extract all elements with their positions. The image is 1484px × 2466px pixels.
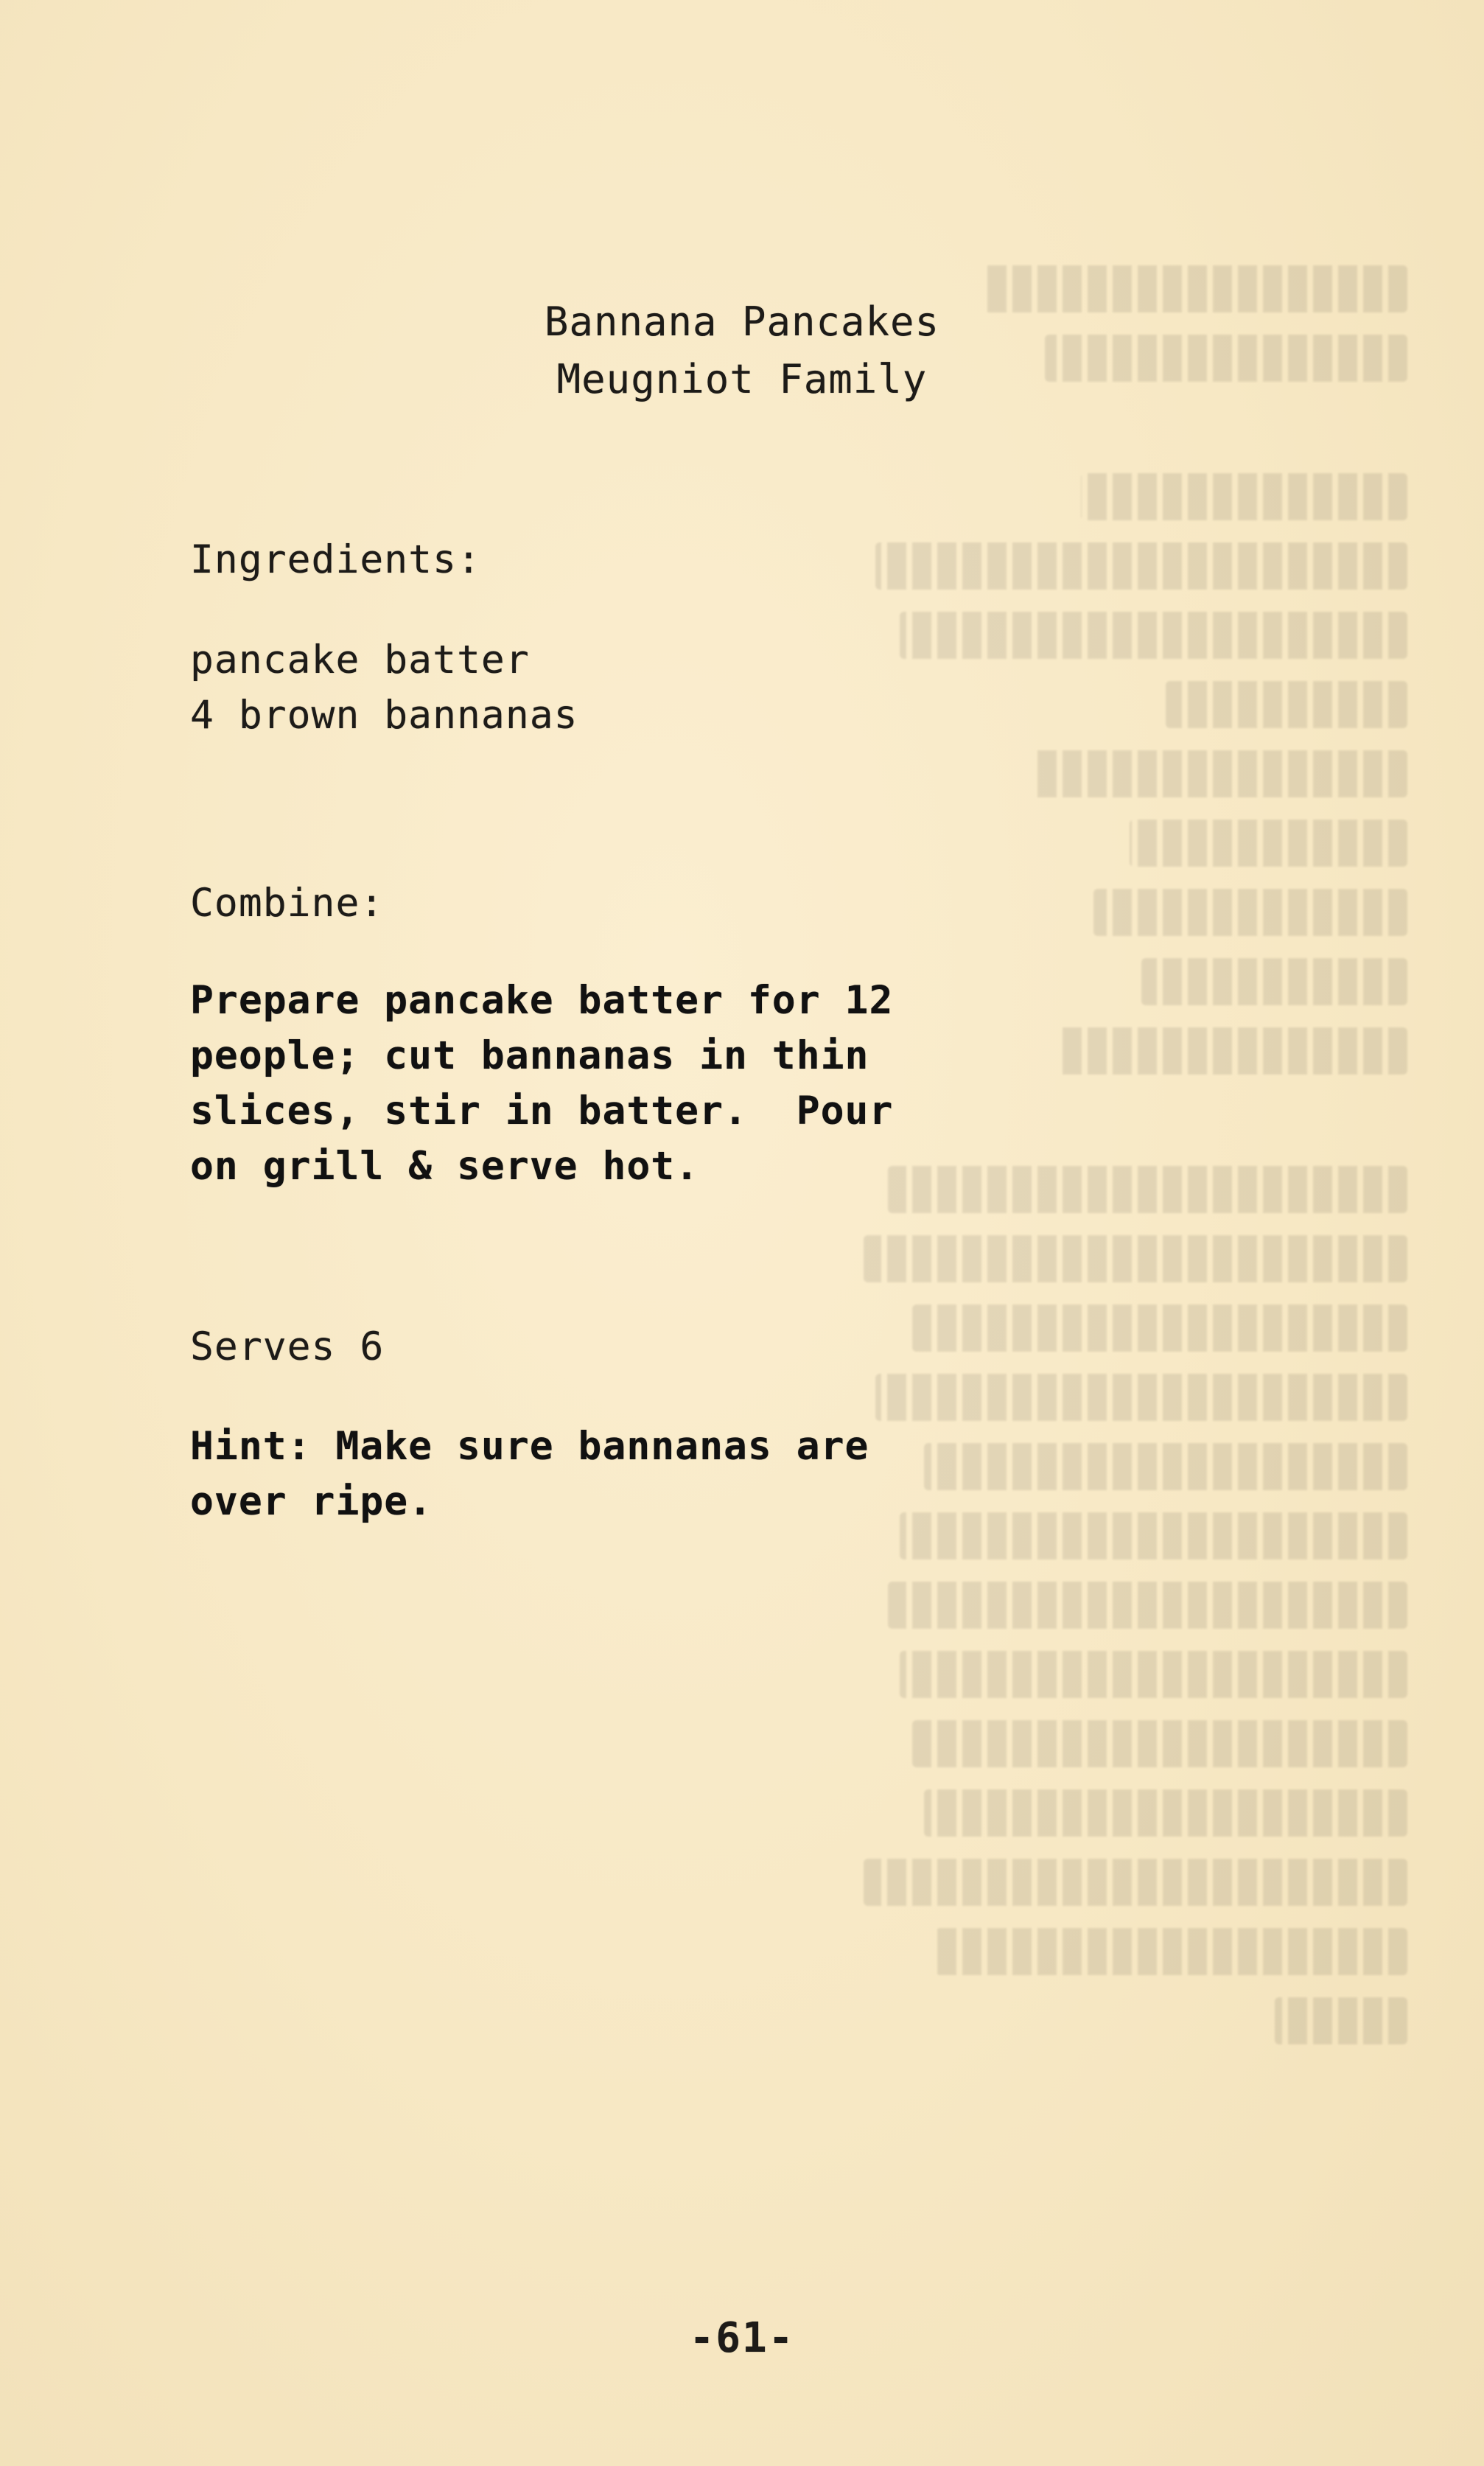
instructions-block xyxy=(190,973,1074,1194)
ingredients-list xyxy=(190,632,1074,743)
recipe-source: Meugniot Family xyxy=(556,356,928,402)
instruction-line: people; cut bannanas in thin xyxy=(190,1033,869,1078)
serves-block xyxy=(190,1319,1074,1375)
ingredients-heading: Ingredients: xyxy=(190,537,481,582)
page-number: -61- xyxy=(689,2314,795,2362)
hint-block xyxy=(190,1419,1074,1529)
combine-heading-block xyxy=(190,876,1074,931)
serves-text: Serves 6 xyxy=(190,1324,385,1369)
instruction-line: slices, stir in batter. Pour xyxy=(190,1089,894,1134)
recipe-title-block xyxy=(0,293,1484,408)
ingredients-heading-block xyxy=(190,532,1074,587)
hint-line: over ripe. xyxy=(190,1479,433,1524)
instruction-line: on grill & serve hot. xyxy=(190,1144,700,1189)
combine-heading: Combine: xyxy=(190,881,385,926)
recipe-title: Bannana Pancakes xyxy=(544,298,940,345)
hint-line: Hint: Make sure bannanas are xyxy=(190,1424,869,1469)
ingredient-item: pancake batter xyxy=(190,638,530,682)
instruction-line: Prepare pancake batter for 12 xyxy=(190,978,894,1023)
ingredient-item: 4 brown bannanas xyxy=(190,693,578,738)
